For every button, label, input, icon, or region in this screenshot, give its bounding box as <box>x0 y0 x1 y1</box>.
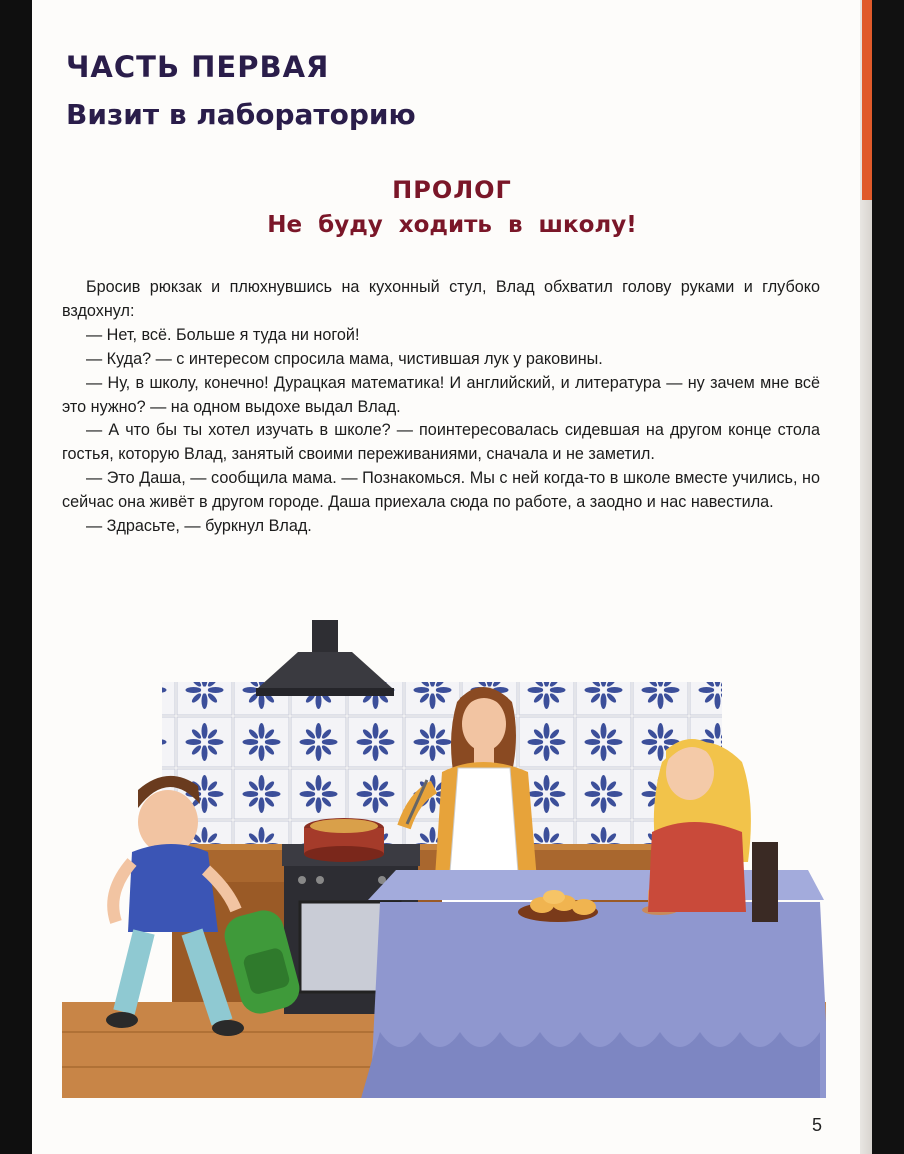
paragraph: — А что бы ты хотел изучать в школе? — поинтересовалась сидевшая на другом конце стола гостья, которую Влад, занятый своими переживаниями, сначала и не заметил. <box>62 421 820 464</box>
part-title: ЧАСТЬ ПЕРВАЯ <box>66 50 330 84</box>
paragraph: — Здрасьте, — буркнул Влад. <box>86 517 312 536</box>
book-page <box>32 0 872 1154</box>
book-spine-left <box>0 0 32 1154</box>
next-page-edge <box>862 0 872 200</box>
book-background-right <box>872 0 904 1154</box>
chapter-label: ПРОЛОГ <box>392 176 512 204</box>
paragraph: — Куда? — с интересом спросила мама, чистившая лук у раковины. <box>86 349 603 368</box>
paragraph: — Это Даша, — сообщила мама. — Познакомься. Мы с ней когда-то в школе вместе учились, но сейчас она живёт в другом городе. Даша приехала сюда по работе, а заодно и нас навестила. <box>62 469 820 512</box>
story-text <box>62 276 820 539</box>
page-number: 5 <box>812 1115 823 1135</box>
paragraph: Бросив рюкзак и плюхнувшись на кухонный стул, Влад обхватил голову руками и глубоко вздохнул: <box>62 278 820 320</box>
paragraph: — Ну, в школу, конечно! Дурацкая математика! И английский, и литература — ну зачем мне всё это нужно? — на одном выдохе выдал Влад. <box>62 373 820 416</box>
paragraph: — Нет, всё. Больше я туда ни ногой! <box>86 325 360 344</box>
chapter-title: Не буду ходить в школу! <box>267 212 637 238</box>
kitchen-illustration <box>62 612 826 1098</box>
part-subtitle: Визит в лабораторию <box>66 98 416 131</box>
